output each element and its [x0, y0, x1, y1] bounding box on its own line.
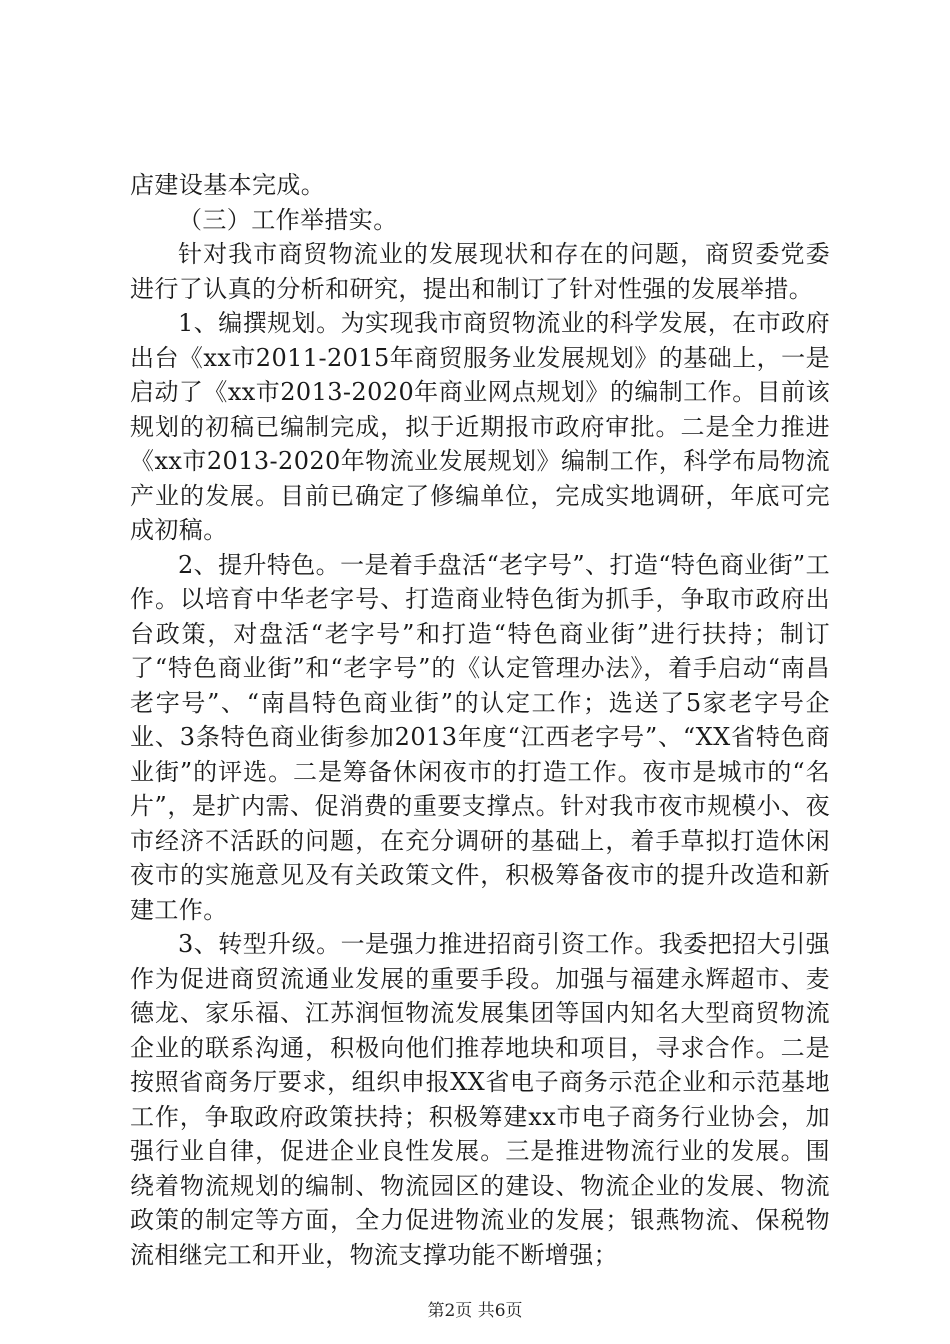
document-body	[130, 168, 830, 1272]
section-heading: （三）工作举措实。	[178, 205, 398, 234]
page-number-footer: 第2页 共6页	[427, 1301, 523, 1321]
paragraph-features: 2、提升特色。一是着手盘活“老字号”、打造“特色商业街”工作。以培育中华老字号、打造商业特色街为抓手，争取市政府出台政策，对盘活“老字号”和打造“特色商业街”进行扶持；制订了“特色商业街”和“老字号”的《认定管理办法》，着手启动“南昌老字号”、“南昌特色商业街”的认定工作；选送了5家老字号企业、3条特色商业街参加2013年度“江西老字号”、“XX省特色商业街”的评选。二是筹备休闲夜市的打造工作。夜市是城市的“名片”，是扩内需、促消费的重要支撑点。针对我市夜市规模小、夜市经济不活跃的问题，在充分调研的基础上，着手草拟打造休闲夜市的实施意见及有关政策文件，积极筹备夜市的提升改造和新建工作。	[130, 550, 830, 924]
paragraph-continuation: 店建设基本完成。	[130, 171, 326, 199]
paragraph-transformation: 3、转型升级。一是强力推进招商引资工作。我委把招大引强作为促进商贸流通业发展的重要手段。加强与福建永辉超市、麦德龙、家乐福、江苏润恒物流发展集团等国内知名大型商贸物流企业的联系沟通，积极向他们推荐地块和项目，寻求合作。二是按照省商务厅要求，组织申报XX省电子商务示范企业和示范基地工作，争取政府政策扶持；积极筹建xx市电子商务行业协会，加强行业自律，促进企业良性发展。三是推进物流行业的发展。围绕着物流规划的编制、物流园区的建设、物流企业的发展、物流政策的制定等方面，全力促进物流业的发展；银燕物流、保税物流相继完工和开业，物流支撑功能不断增强；	[130, 930, 830, 1269]
paragraph-planning: 1、编撰规划。为实现我市商贸物流业的科学发展，在市政府出台《xx市2011-2015年商贸服务业发展规划》的基础上，一是启动了《xx市2013-2020年商业网点规划》的编制工作。目前该规划的初稿已编制完成，拟于近期报市政府审批。二是全力推进《xx市2013-2020年物流业发展规划》编制工作，科学布局物流产业的发展。目前已确定了修编单位，完成实地调研，年底可完成初稿。	[130, 309, 830, 544]
paragraph-intro: 针对我市商贸物流业的发展现状和存在的问题，商贸委党委进行了认真的分析和研究，提出和制订了针对性强的发展举措。	[130, 240, 830, 303]
